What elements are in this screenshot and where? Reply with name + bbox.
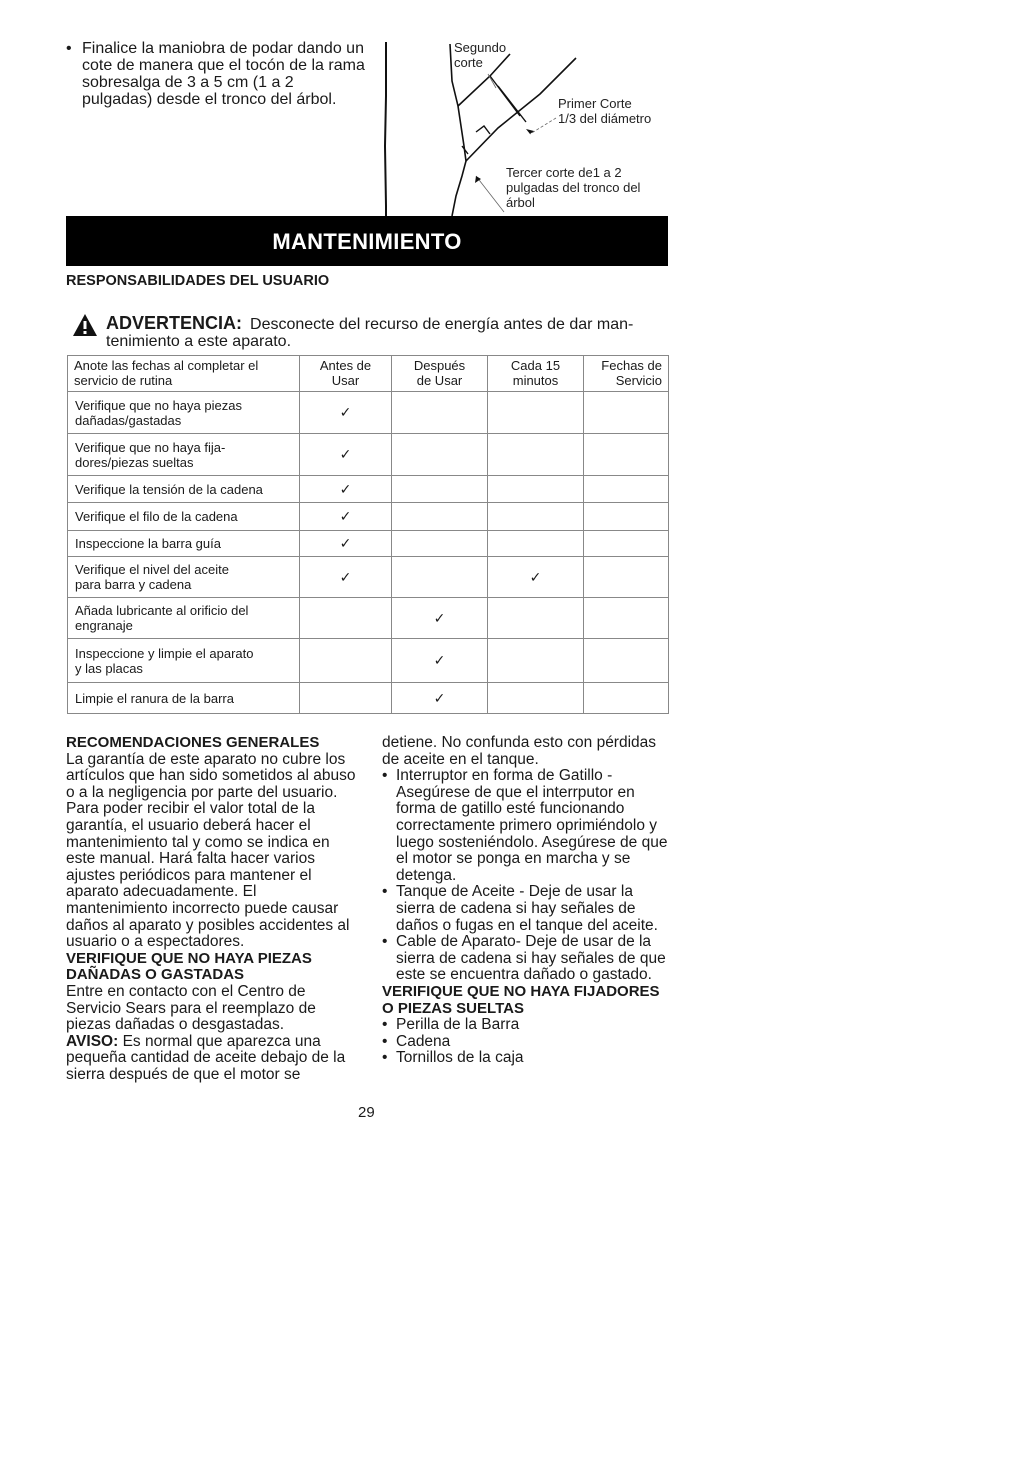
- task-cell: Verifique que no haya fija- dores/piezas sueltas: [68, 434, 300, 476]
- check-icon: ✓: [300, 392, 392, 434]
- check-icon: ✓: [300, 503, 392, 531]
- task-cell: Limpie el ranura de la barra: [68, 683, 300, 714]
- warning-label: ADVERTENCIA:: [106, 313, 243, 333]
- check-icon: ✓: [392, 598, 488, 639]
- general-recommendations-text: La garantía de este aparato no cubre los artículos que han sido sometidos al abuso o a la negligencia por parte del usuario. Para poder recibir el valor total de la garantía, el usuario deberá hacer el mantenimiento tal y como se indica en este manual. Hará falta hacer varios ajustes periódicos para mantener el aparato adecuadamente. El mantenimiento incorrecto puede causar daños al aparato y posibles accidentes al usuario o a espectadores.: [66, 750, 356, 951]
- table-row: [68, 392, 669, 434]
- table-row: [68, 531, 669, 557]
- list-item: • Cadena: [382, 1034, 674, 1051]
- header-after-use: Después de Usar: [392, 356, 488, 392]
- first-cut-line2: 1/3 del diámetro: [558, 111, 652, 126]
- header-every-15-min: Cada 15 minutos: [488, 356, 584, 392]
- list-item: • Perilla de la Barra: [382, 1017, 674, 1034]
- task-cell: Verifique el nivel del aceite para barra y cadena: [68, 557, 300, 598]
- warning-icon: [72, 313, 98, 337]
- second-cut-label: [454, 40, 506, 70]
- bullet-dot: •: [66, 40, 72, 57]
- table-row: [68, 434, 669, 476]
- right-column: [382, 735, 674, 1067]
- notice-continuation: detiene. No confunda esto con pérdidas de aceite en el tanque.: [382, 734, 657, 768]
- list-item: • Tornillos de la caja: [382, 1050, 674, 1067]
- first-cut-label: [558, 96, 651, 126]
- page-number: 29: [358, 1104, 375, 1121]
- check-icon: ✓: [392, 639, 488, 683]
- general-recommendations-heading: RECOMENDACIONES GENERALES: [66, 734, 320, 751]
- table-row: [68, 683, 669, 714]
- section-banner: MANTENIMIENTO: [66, 216, 668, 266]
- damaged-parts-heading: VERIFIQUE QUE NO HAYA PIEZAS DAÑADAS O GASTADAS: [66, 949, 312, 984]
- task-cell: Verifique la tensión de la cadena: [68, 476, 300, 503]
- intro-bullet: [66, 40, 366, 108]
- user-responsibilities-heading: RESPONSABILIDADES DEL USUARIO: [66, 273, 330, 289]
- second-cut-line1: Segundo: [454, 40, 507, 55]
- first-cut-line1: Primer Corte: [558, 96, 632, 111]
- check-icon: ✓: [300, 531, 392, 557]
- pruning-diagram: [380, 36, 680, 222]
- task-cell: Verifique el filo de la cadena: [68, 503, 300, 531]
- task-cell: Añada lubricante al orificio del engranaje: [68, 598, 300, 639]
- header-service-dates: Fechas de Servicio: [584, 356, 669, 392]
- warning-text-1: Desconecte del recurso de energía antes de dar man-: [250, 316, 634, 333]
- notice-text: Es normal que aparezca una pequeña cantidad de aceite debajo de la sierra después de que el motor se: [66, 1032, 346, 1083]
- third-cut-line3: árbol: [506, 195, 535, 210]
- table-row: [68, 598, 669, 639]
- damaged-parts-text: Entre en contacto con el Centro de Servicio Sears para el reemplazo de piezas dañadas o desgastadas.: [66, 982, 316, 1034]
- third-cut-line2: pulgadas del tronco del: [506, 180, 641, 195]
- check-icon: ✓: [300, 557, 392, 598]
- intro-bullet-text: Finalice la maniobra de podar dando un cote de manera que el tocón de la rama sobresalga de 3 a 5 cm (1 a 2 pulgadas) desde el tronco del árbol.: [82, 40, 365, 108]
- list-item: • Interruptor en forma de Gatillo - Asegúrese de que el interrputor en forma de gatillo esté funcionando correctamente primero oprimiéndolo y luego sosteniéndolo. Asegúrese de que el motor se ponga en marcha y se detenga.: [382, 768, 674, 884]
- list-item: • Tanque de Aceite - Deje de usar la sierra de cadena si hay señales de daños o fugas en el tanque del aceite.: [382, 884, 674, 934]
- warning-line-2: tenimiento a este aparato.: [106, 333, 292, 350]
- check-icon: ✓: [392, 683, 488, 714]
- header-task: Anote las fechas al completar el servicio de rutina: [68, 356, 300, 392]
- notice-paragraph: [66, 1034, 362, 1084]
- table-row: [68, 476, 669, 503]
- notice-label: AVISO:: [66, 1032, 119, 1050]
- loose-parts-heading: VERIFIQUE QUE NO HAYA FIJADORES O PIEZAS SUELTAS: [382, 982, 660, 1017]
- second-cut-line2: corte: [454, 55, 483, 70]
- table-row: [68, 557, 669, 598]
- table-row: [68, 639, 669, 683]
- check-icon: ✓: [300, 434, 392, 476]
- third-cut-label: [506, 165, 640, 210]
- left-column: [66, 735, 362, 1083]
- table-header-row: [68, 356, 669, 392]
- third-cut-line1: Tercer corte de1 a 2: [506, 165, 622, 180]
- list-item: • Cable de Aparato- Deje de usar de la sierra de cadena si hay señales de que este se encuentra dañado o gastado.: [382, 934, 674, 984]
- header-before-use: Antes de Usar: [300, 356, 392, 392]
- task-cell: Inspeccione la barra guía: [68, 531, 300, 557]
- task-cell: Verifique que no haya piezas dañadas/gastadas: [68, 392, 300, 434]
- maintenance-table: [67, 355, 669, 714]
- check-icon: ✓: [300, 476, 392, 503]
- table-row: [68, 503, 669, 531]
- check-icon: ✓: [488, 557, 584, 598]
- warning-line-1: [106, 313, 633, 334]
- task-cell: Inspeccione y limpie el aparato y las placas: [68, 639, 300, 683]
